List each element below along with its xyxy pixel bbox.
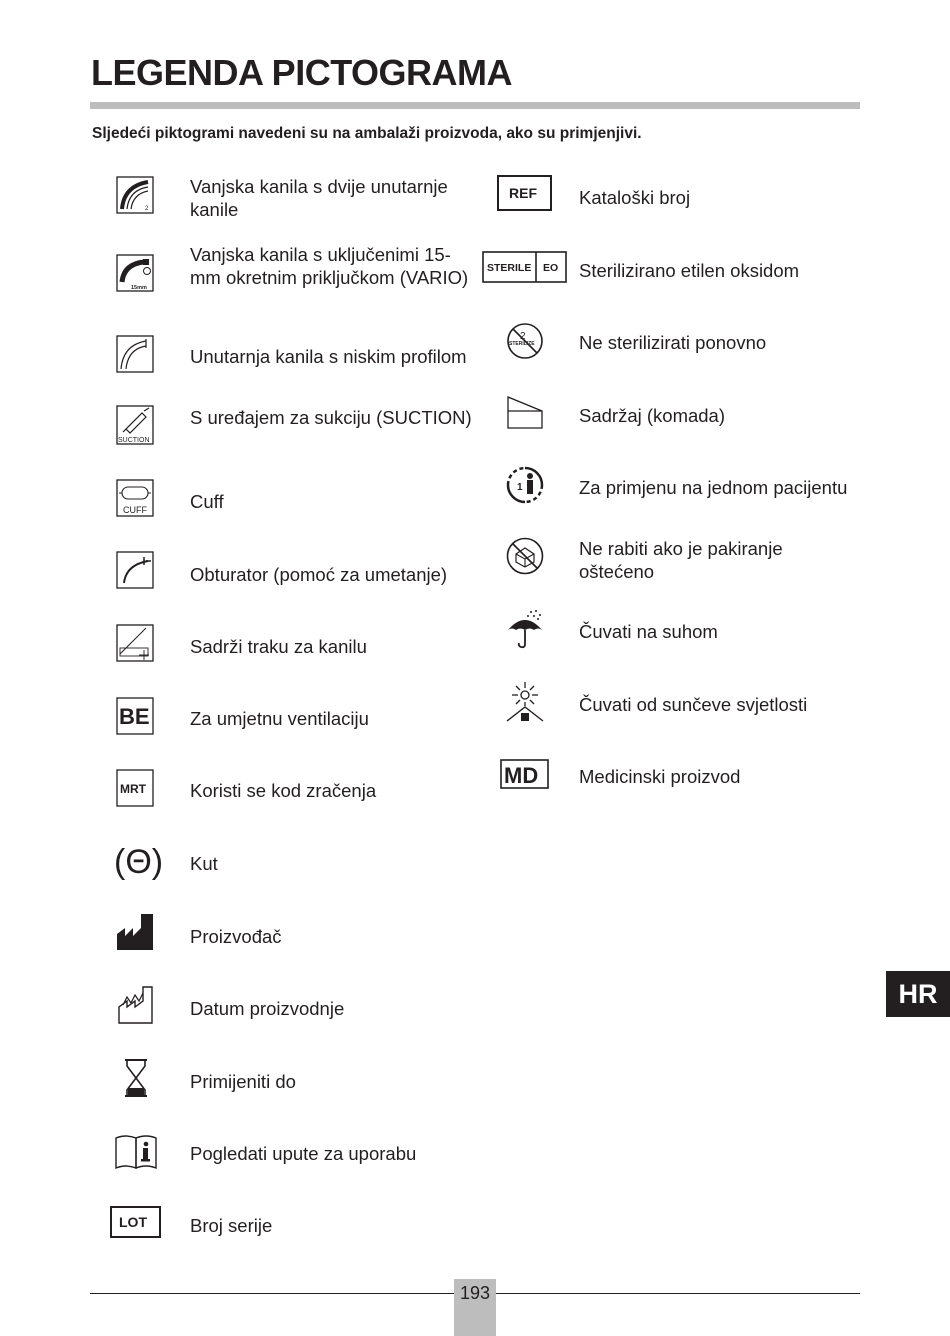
lot-icon <box>110 1206 162 1238</box>
language-tab: HR <box>886 971 950 1017</box>
legend-label: Sterilizirano etilen oksidom <box>579 260 800 281</box>
svg-text:CUFF: CUFF <box>123 505 147 515</box>
svg-text:BE: BE <box>119 704 150 729</box>
legend-label: Ne sterilizirati ponovno <box>579 332 767 353</box>
svg-text:REF: REF <box>509 185 537 201</box>
legend-label: Proizvođač <box>190 926 282 947</box>
inner-cannula-low-profile-icon <box>116 335 154 373</box>
legend-label: Za umjetnu ventilaciju <box>190 708 369 729</box>
legend-label: Kataloški broj <box>579 187 691 208</box>
obturator-icon <box>116 551 154 589</box>
svg-text:2: 2 <box>145 206 149 212</box>
manufacturer-icon <box>116 912 156 952</box>
angle-icon <box>112 838 164 884</box>
page-number: 193 <box>454 1279 496 1336</box>
cannula-tape-icon <box>116 624 154 662</box>
title-underline-bar <box>90 102 860 109</box>
legend-label: Primijeniti do <box>190 1071 296 1092</box>
legend-label: Medicinski proizvod <box>579 766 741 787</box>
outer-cannula-15mm-connector-icon <box>116 254 154 292</box>
legend-label: Unutarnja kanila s niskim profilom <box>190 346 467 367</box>
intro-text: Sljedeći piktogrami navedeni su na ambalaži proizvoda, ako su primjenjivi. <box>92 125 642 142</box>
sterile-eo-icon <box>482 251 568 283</box>
keep-dry-icon <box>505 608 545 650</box>
legend-label: Čuvati na suhom <box>579 621 718 642</box>
legend-label: Obturator (pomoć za umetanje) <box>190 564 448 585</box>
legend-label: Za primjenu na jednom pacijentu <box>579 477 848 498</box>
svg-text:MRT: MRT <box>120 782 146 796</box>
outer-cannula-two-inner-icon <box>116 176 154 214</box>
legend-label: Sadrži traku za kanilu <box>190 636 367 657</box>
legend-label: Datum proizvodnje <box>190 998 345 1019</box>
svg-text:STERILE: STERILE <box>487 262 532 274</box>
legend-label: S uređajem za sukciju (SUCTION) <box>190 407 472 428</box>
legend-label: Broj serije <box>190 1215 273 1236</box>
svg-text:1: 1 <box>517 482 523 493</box>
do-not-use-damaged-icon <box>505 536 545 576</box>
page-title: LEGENDA PICTOGRAMA <box>91 52 513 93</box>
svg-text:EO: EO <box>543 262 559 274</box>
legend-label: Cuff <box>190 491 224 512</box>
legend-label: Čuvati od sunčeve svjetlosti <box>579 694 808 715</box>
use-by-hourglass-icon <box>122 1058 150 1098</box>
svg-text:MD: MD <box>504 763 539 788</box>
svg-text:SUCTION: SUCTION <box>118 437 150 444</box>
ventilation-be-icon <box>116 697 154 735</box>
ref-icon <box>497 175 553 213</box>
suction-device-icon <box>116 405 154 445</box>
mrt-icon <box>116 769 154 807</box>
legend-label: Pogledati upute za uporabu <box>190 1143 417 1164</box>
single-patient-use-icon <box>505 465 545 505</box>
svg-text:2: 2 <box>520 331 526 342</box>
svg-text:LOT: LOT <box>119 1214 147 1230</box>
keep-away-sunlight-icon <box>503 681 547 723</box>
svg-text:(Θ): (Θ) <box>114 843 164 881</box>
legend-label: Koristi se kod zračenja <box>190 780 377 801</box>
legend-label: Sadržaj (komada) <box>579 405 726 426</box>
legend-label: Vanjska kanila s dvije unutarnje kanile <box>190 176 448 220</box>
svg-text:STERILIZE: STERILIZE <box>509 341 535 347</box>
consult-instructions-icon <box>114 1134 158 1170</box>
legend-label: Kut <box>190 853 218 874</box>
do-not-resterilize-icon <box>505 321 545 361</box>
legend-label: Ne rabiti ako je pakiranje oštećeno <box>579 538 783 582</box>
legend-label: Vanjska kanila s uključenimi 15-mm okretnim priključkom (VARIO) <box>190 244 469 288</box>
svg-text:15mm: 15mm <box>131 285 147 291</box>
contents-box-icon <box>505 393 545 431</box>
manufacture-date-icon <box>116 985 156 1025</box>
cuff-icon <box>116 479 154 517</box>
medical-device-icon <box>500 759 550 789</box>
